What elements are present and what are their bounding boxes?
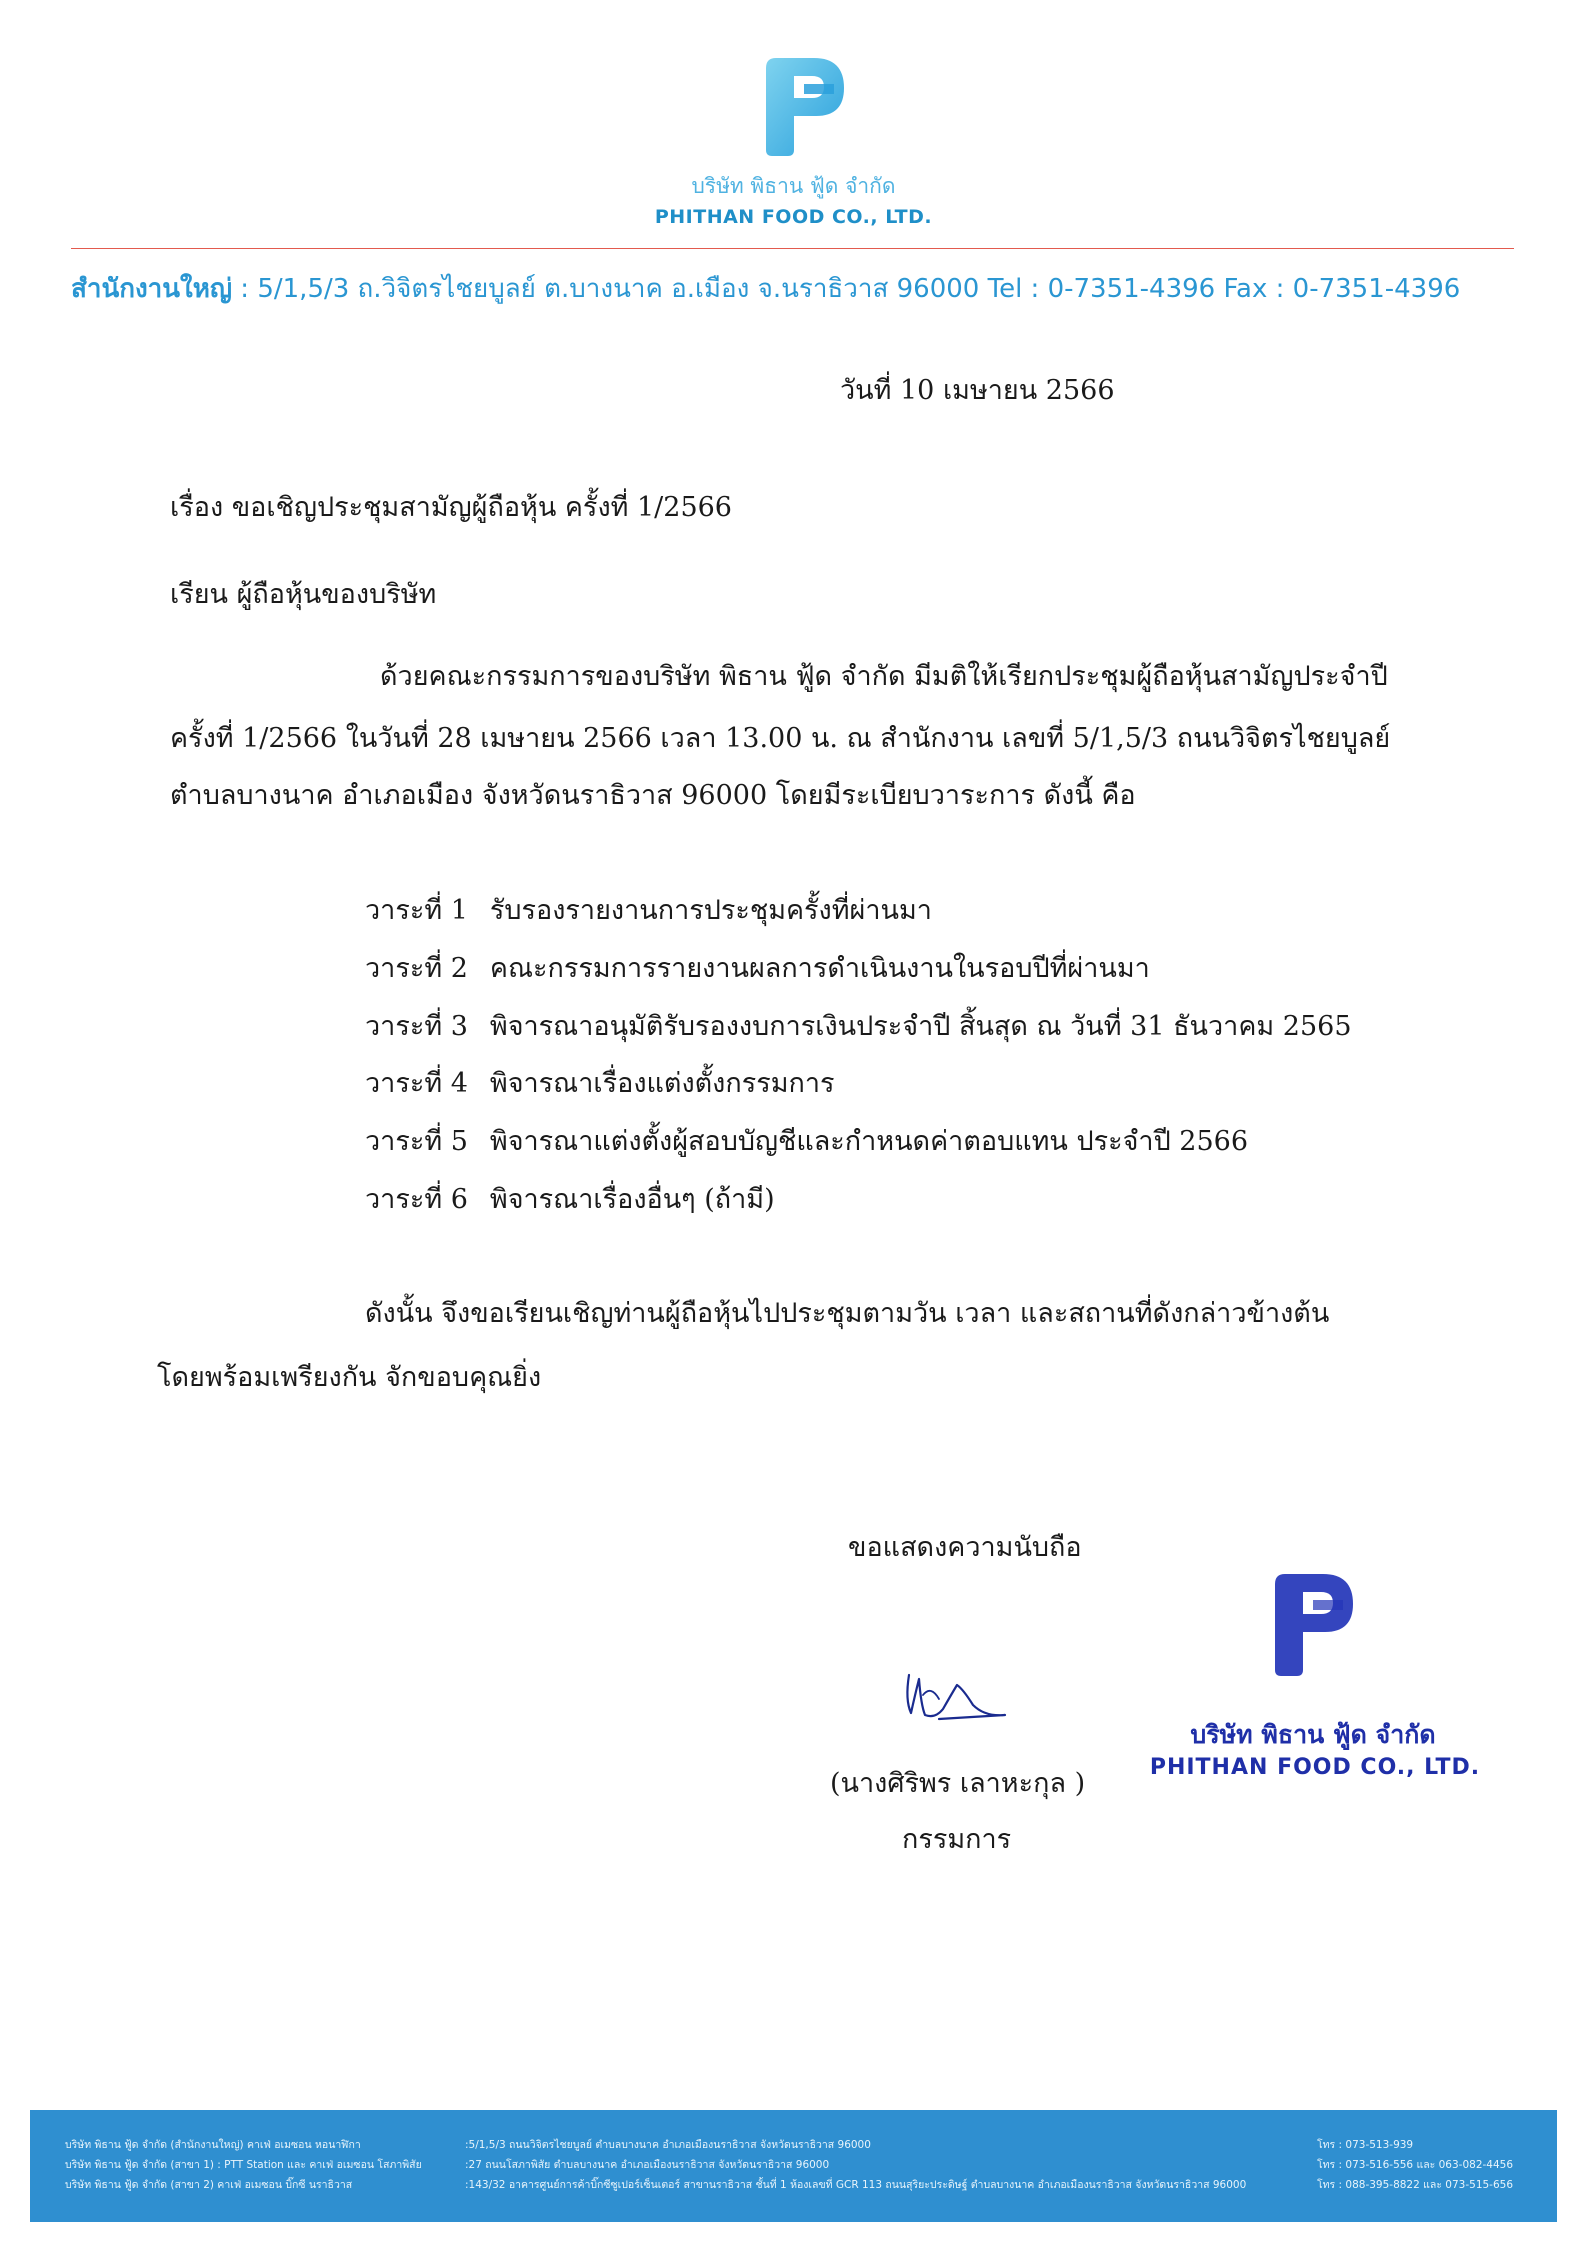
- company-name-th: บริษัท พิธาน ฟู้ด จำกัด: [691, 174, 896, 198]
- closing-line: โดยพร้อมเพรียงกัน จักขอบคุณยิ่ง: [157, 1362, 542, 1393]
- agenda-item: [365, 1068, 835, 1100]
- paragraph-line: ครั้งที่ 1/2566 ในวันที่ 28 เมษายน 2566 เวลา 13.00 น. ณ สำนักงาน เลขที่ 5/1,5/3 ถนนวิจิตรไชยบูลย์: [170, 723, 1391, 754]
- address-label: สำนักงานใหญ่: [71, 274, 233, 304]
- agenda-item: [365, 953, 1150, 985]
- signer-position: กรรมการ: [902, 1824, 1012, 1855]
- agenda-item: [365, 1126, 1248, 1158]
- pf-stamp-icon: [1267, 1570, 1357, 1678]
- footer-address: :27 ถนนโสภาพิสัย ตำบลบางนาค อำเภอเมืองนราธิวาส จังหวัดนราธิวาส 96000: [465, 2159, 830, 2171]
- letter-salutation: เรียน ผู้ถือหุ้นของบริษัท: [170, 579, 437, 610]
- agenda-number: วาระที่ 2: [365, 953, 468, 984]
- agenda-number: วาระที่ 1: [365, 895, 468, 926]
- footer-address: :5/1,5/3 ถนนวิจิตรไชยบูลย์ ตำบลบางนาค อำเภอเมืองนราธิวาส จังหวัดนราธิวาส 96000: [465, 2139, 871, 2151]
- paragraph-line: ด้วยคณะกรรมการของบริษัท พิธาน ฟู้ด จำกัด มีมติให้เรียกประชุมผู้ถือหุ้นสามัญประจำปี: [380, 661, 1388, 692]
- agenda-number: วาระที่ 4: [365, 1068, 468, 1099]
- stamp-company-name-th: บริษัท พิธาน ฟู้ด จำกัด: [1190, 1720, 1436, 1749]
- signature-image: [895, 1655, 1020, 1740]
- paragraph-line: ตำบลบางนาค อำเภอเมือง จังหวัดนราธิวาส 96000 โดยมีระเบียบวาระการ ดังนี้ คือ: [170, 780, 1136, 811]
- agenda-item: [365, 1011, 1352, 1043]
- agenda-text: พิจารณาอนุมัติรับรองงบการเงินประจำปี สิ้นสุด ณ วันที่ 31 ธันวาคม 2565: [489, 1011, 1352, 1042]
- letter-subject: เรื่อง ขอเชิญประชุมสามัญผู้ถือหุ้น ครั้งที่ 1/2566: [170, 492, 732, 523]
- company-name-en: PHITHAN FOOD CO., LTD.: [654, 206, 933, 228]
- footer-phone: โทร : 073-516-556 และ 063-082-4456: [1317, 2159, 1514, 2171]
- footer-row: [30, 2156, 1557, 2170]
- agenda-number: วาระที่ 3: [365, 1011, 468, 1042]
- footer-row: [30, 2176, 1557, 2190]
- footer-entity: บริษัท พิธาน ฟู้ด จำกัด (สาขา 1) : PTT Station และ คาเฟ่ อเมซอน โสภาพิสัย: [65, 2159, 422, 2171]
- footer-row: [30, 2136, 1557, 2150]
- footer-entity: บริษัท พิธาน ฟู้ด จำกัด (สำนักงานใหญ่) คาเฟ่ อเมซอน หอนาฬิกา: [65, 2139, 361, 2151]
- agenda-text: พิจารณาเรื่องอื่นๆ (ถ้ามี): [489, 1184, 775, 1215]
- head-office-address: [71, 268, 1521, 309]
- footer-phone: โทร : 073-513-939: [1317, 2139, 1414, 2151]
- header-divider: [71, 248, 1514, 249]
- agenda-text: พิจารณาเรื่องแต่งตั้งกรรมการ: [489, 1068, 835, 1099]
- agenda-item: [365, 895, 932, 927]
- stamp-company-name-en: PHITHAN FOOD CO., LTD.: [1149, 1755, 1481, 1780]
- agenda-text: พิจารณาแต่งตั้งผู้สอบบัญชีและกำหนดค่าตอบแทน ประจำปี 2566: [489, 1126, 1248, 1157]
- agenda-number: วาระที่ 6: [365, 1184, 468, 1215]
- agenda-item: [365, 1184, 775, 1216]
- closing-regards: ขอแสดงความนับถือ: [848, 1532, 1082, 1563]
- closing-line: ดังนั้น จึงขอเรียนเชิญท่านผู้ถือหุ้นไปประชุมตามวัน เวลา และสถานที่ดังกล่าวข้างต้น: [365, 1298, 1330, 1329]
- footer-entity: บริษัท พิธาน ฟู้ด จำกัด (สาขา 2) คาเฟ่ อเมซอน บิ๊กซี นราธิวาส: [65, 2179, 353, 2191]
- agenda-text: คณะกรรมการรายงานผลการดำเนินงานในรอบปีที่ผ่านมา: [489, 953, 1150, 984]
- agenda-text: รับรองรายงานการประชุมครั้งที่ผ่านมา: [489, 895, 932, 926]
- pf-logo-icon: [758, 54, 848, 158]
- agenda-number: วาระที่ 5: [365, 1126, 468, 1157]
- letter-date: วันที่ 10 เมษายน 2566: [840, 375, 1115, 406]
- footer-phone: โทร : 088-395-8822 และ 073-515-656: [1317, 2179, 1514, 2191]
- address-text: : 5/1,5/3 ถ.วิจิตรไชยบูลย์ ต.บางนาค อ.เมือง จ.นราธิวาส 96000 Tel : 0-7351-4396 Fax : 0-7351-4396: [232, 274, 1461, 304]
- footer-address: :143/32 อาคารศูนย์การค้าบิ๊กซีซูเปอร์เซ็นเตอร์ สาขานราธิวาส ชั้นที่ 1 ห้องเลขที่ GCR 113 ถนนสุริยะประดิษฐ์ ตำบลบางนาค อำเภอเมืองนราธิวาส จังหวัดนราธิวาส 96000: [465, 2179, 1247, 2191]
- footer-branches: [30, 2110, 1557, 2222]
- signer-name: (นางศิริพร เลาหะกุล ): [830, 1768, 1086, 1799]
